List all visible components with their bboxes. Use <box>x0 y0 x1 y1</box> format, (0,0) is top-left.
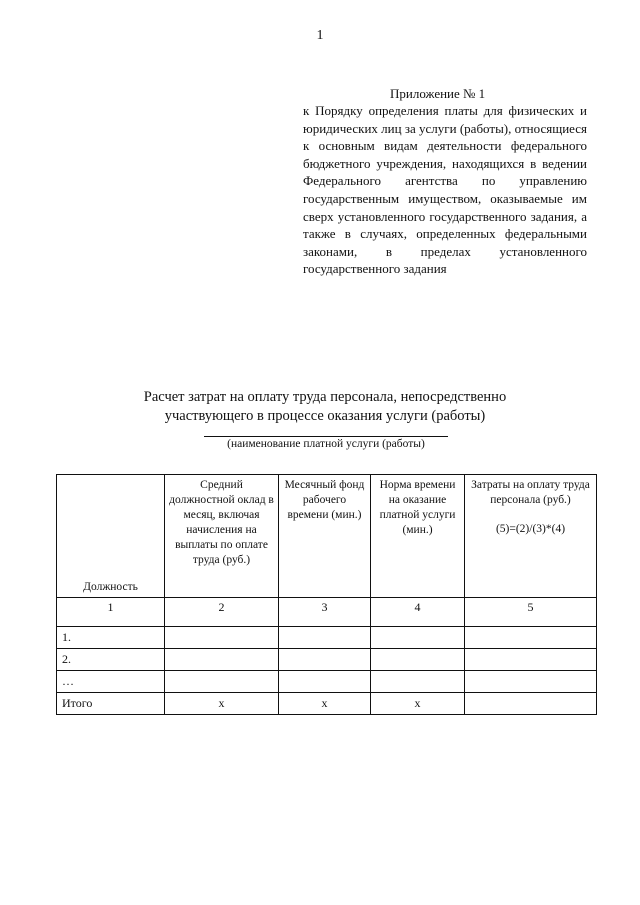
header-position: Должность <box>57 475 165 598</box>
table-cell <box>165 671 279 693</box>
row-label: … <box>57 671 165 693</box>
heading-line-2: участвующего в процессе оказания услуги (работы) <box>164 408 486 424</box>
heading-line-1: Расчет затрат на оплату труда персонала, непосредственно <box>143 389 507 405</box>
table-cell <box>465 649 597 671</box>
header-formula: (5)=(2)/(3)*(4) <box>495 523 566 535</box>
column-number: 3 <box>279 598 371 627</box>
header-labor-cost <box>465 475 597 598</box>
column-number-row <box>57 598 597 627</box>
column-number: 1 <box>57 598 165 627</box>
table-cell: х <box>371 693 465 715</box>
table-cell <box>465 627 597 649</box>
appendix-body: к Порядку определения платы для физических и юридических лиц за услуги (работы), относящиеся к основным видам деятельности федерального бюджетного учреждения, находящихся в ведении Федерального агентства по управлению государственным имуществом, оказываемые им сверх установленного государственного задания, а также в случаях, определенных федеральными законами, в пределах установленного государственного задания <box>303 103 587 277</box>
table-cell <box>465 671 597 693</box>
header-monthly-fund: Месячный фонд рабочего времени (мин.) <box>279 475 371 598</box>
table-cell: х <box>165 693 279 715</box>
table-cell <box>279 671 371 693</box>
header-avg-salary: Средний должностной оклад в месяц, включая начисления на выплаты по оплате труда (руб.) <box>165 475 279 598</box>
table-cell <box>371 627 465 649</box>
table-row <box>57 649 597 671</box>
document-heading <box>60 388 590 426</box>
table-cell <box>371 649 465 671</box>
table-header-row <box>57 475 597 598</box>
cost-table <box>56 474 597 715</box>
column-number: 5 <box>465 598 597 627</box>
table-cell <box>371 671 465 693</box>
column-number: 4 <box>371 598 465 627</box>
column-number: 2 <box>165 598 279 627</box>
appendix-title: Приложение № 1 <box>390 86 486 101</box>
page-number: 1 <box>316 28 324 43</box>
header-time-norm: Норма времени на оказание платной услуги (мин.) <box>371 475 465 598</box>
service-name-caption: (наименование платной услуги (работы) <box>227 438 425 450</box>
table-cell <box>165 627 279 649</box>
row-label: 2. <box>57 649 165 671</box>
header-labor-cost-label: Затраты на оплату труда персонала (руб.) <box>471 479 590 506</box>
table-row-total <box>57 693 597 715</box>
table-cell <box>465 693 597 715</box>
service-name-blank-line <box>204 436 448 437</box>
row-label: 1. <box>57 627 165 649</box>
row-label: Итого <box>57 693 165 715</box>
table-cell: х <box>279 693 371 715</box>
table-cell <box>279 649 371 671</box>
table-cell <box>165 649 279 671</box>
table-row <box>57 671 597 693</box>
table-cell <box>279 627 371 649</box>
table-row <box>57 627 597 649</box>
